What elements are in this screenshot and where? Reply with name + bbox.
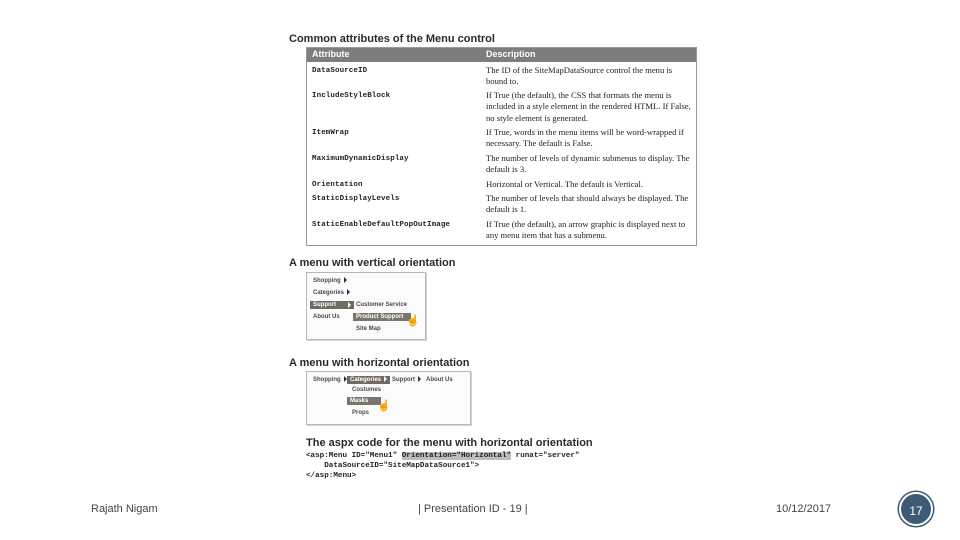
submenu-item-product-support[interactable]: Product Support [353, 313, 411, 321]
submenu-item-props[interactable]: Props [352, 410, 370, 416]
table-title: Common attributes of the Menu control [289, 33, 495, 45]
vertical-menu-demo [306, 272, 426, 340]
submenu-arrow-icon [344, 277, 347, 283]
attribute-name: MaximumDynamicDisplay [312, 155, 409, 163]
menu-item-shopping[interactable]: Shopping [310, 376, 350, 384]
horizontal-menu-title: A menu with horizontal orientation [289, 357, 470, 369]
menu-item-support[interactable]: Support [310, 301, 354, 309]
attribute-description: The ID of the SiteMapDataSource control the menu is bound to. [486, 65, 673, 87]
code-line-3: </asp:Menu> [306, 472, 357, 480]
menu-item-categories[interactable]: Categories [310, 289, 353, 297]
orientation-highlight: Orientation="Horizontal" [401, 452, 512, 460]
attribute-name: IncludeStyleBlock [312, 92, 391, 100]
submenu-arrow-icon [347, 289, 350, 295]
submenu-item-site-map[interactable]: Site Map [356, 326, 381, 332]
vertical-menu-title: A menu with vertical orientation [289, 257, 456, 269]
footer-presentation-id: | Presentation ID - 19 | [418, 503, 528, 515]
code-line-1: <asp:Menu ID="Menu1" Orientation="Horizontal" runat="server" [306, 452, 580, 460]
submenu-item-masks[interactable]: Masks [347, 397, 381, 405]
menu-item-about-us[interactable]: About Us [426, 377, 453, 383]
menu-item-categories[interactable]: Categories [347, 376, 390, 384]
column-header-attribute: Attribute [312, 49, 350, 59]
footer-date: 10/12/2017 [776, 503, 832, 515]
column-header-description: Description [486, 49, 536, 59]
attribute-description: Horizontal or Vertical. The default is Vertical. [486, 179, 644, 189]
footer-author: Rajath Nigam [91, 503, 158, 515]
submenu-item-customer-service[interactable]: Customer Service [356, 302, 408, 308]
table-header [307, 48, 696, 62]
attribute-name: StaticDisplayLevels [312, 195, 400, 203]
attribute-name: Orientation [312, 181, 363, 189]
submenu-arrow-icon [384, 376, 387, 382]
attribute-description: The number of levels that should always be displayed. The default is 1. [486, 193, 689, 215]
menu-item-shopping[interactable]: Shopping [310, 277, 350, 285]
code-title: The aspx code for the menu with horizontal orientation [306, 437, 593, 449]
attributes-table [306, 47, 697, 246]
attribute-description: The number of levels of dynamic submenus to display. The default is 3. [486, 153, 690, 175]
menu-item-support[interactable]: Support [389, 376, 424, 384]
submenu-arrow-icon [418, 376, 421, 382]
hand-cursor-icon: ☝ [406, 315, 420, 327]
slide-number-badge: 17 [899, 492, 933, 526]
code-line-2: DataSourceID="SiteMapDataSource1"> [306, 462, 480, 470]
attribute-description: If True (the default), an arrow graphic is displayed next to any menu item that has a submenu. [486, 219, 686, 241]
horizontal-menu-demo [306, 371, 471, 425]
attribute-name: DataSourceID [312, 67, 368, 75]
menu-item-about-us[interactable]: About Us [313, 314, 340, 320]
submenu-arrow-icon [348, 302, 351, 308]
attribute-description: If True (the default), the CSS that formats the menu is included in a style element in the rendered HTML. If False, no style element is generated. [486, 90, 691, 123]
attribute-name: StaticEnableDefaultPopOutImage [312, 221, 451, 229]
attribute-description: If True, words in the menu items will be word-wrapped if necessary. The default is False. [486, 127, 684, 149]
submenu-item-costumes[interactable]: Costumes [352, 387, 382, 393]
hand-cursor-icon: ☝ [377, 400, 391, 412]
attribute-name: ItemWrap [312, 129, 349, 137]
